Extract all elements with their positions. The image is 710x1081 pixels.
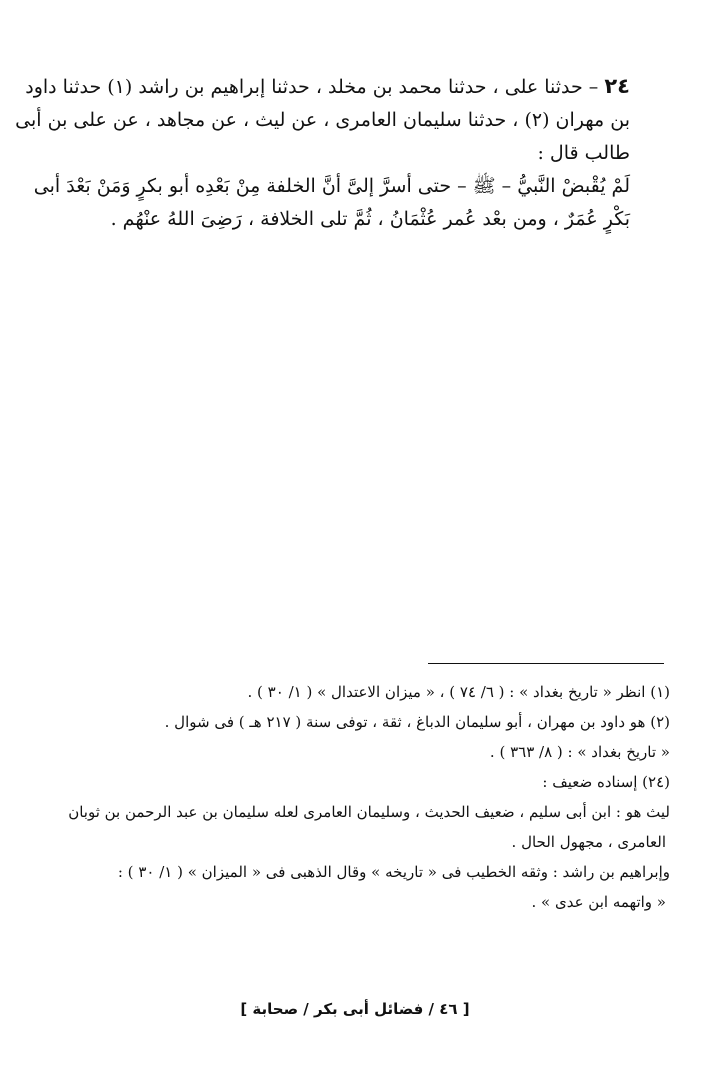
hadith-line <box>25 70 630 104</box>
footnote-ibrahim: وإبراهيم بن راشد : وثقه الخطيب فى « تاريخه » وقال الذهبى فى « الميزان » ( ١/ ٣٠ ) : <box>117 863 670 881</box>
footnote-amiri: العامرى ، مجهول الحال . <box>511 833 666 851</box>
footnote-2: (٢) هو داود بن مهران ، أبو سليمان الدباغ ، ثقة ، توفى سنة ( ٢١٧ هـ ) فى شوال . <box>164 713 670 731</box>
footnote-laith: ليث هو : ابن أبى سليم ، ضعيف الحديث ، وسليمان العامرى لعله سليمان بن عبد الرحمن بن ثوبان <box>68 803 670 821</box>
hadith-isnad-line-3: طالب قال : <box>537 142 630 164</box>
hadith-matn-line-2: بَكْرٍ عُمَرٌ ، ومن بعْد عُمر عُثْمَانُ ، ثُمَّ تلى الخلافة ، رَضِىَ اللهُ عنْهُم . <box>110 208 630 230</box>
hadith-matn-line-1: لَمْ يُقْبضْ النَّبيُّ – ﷺ – حتى أسرَّ إلىَّ أنَّ الخلفة مِنْ بَعْدِه أبو بكرٍ وَمَنْ بَعْدَ أبى <box>33 175 630 197</box>
hadith-isnad-line-2: بن مهران (٢) ، حدثنا سليمان العامرى ، عن ليث ، عن مجاهد ، عن على بن أبى <box>15 109 630 131</box>
hadith-text <box>15 70 630 236</box>
footnotes <box>70 677 670 917</box>
hadith-isnad-line-1: – حدثنا على ، حدثنا محمد بن مخلد ، حدثنا إبراهيم بن راشد (١) حدثنا داود <box>25 76 599 98</box>
hadith-number: ٢٤ <box>604 74 630 98</box>
footnote-ibn-adi: « واتهمه ابن عدى » . <box>531 893 666 911</box>
footnote-hadith-24: (٢٤) إسناده ضعيف : <box>542 773 670 791</box>
footnote-2-ref: « تاريخ بغداد » : ( ٨/ ٣٦٣ ) . <box>489 743 670 761</box>
page-footer: [ ٤٦ / فضائل أبى بكر / صحابة ] <box>240 1000 470 1018</box>
footnote-divider <box>428 663 664 664</box>
footnote-1: (١) انظر « تاريخ بغداد » : ( ٦/ ٧٤ ) ، « ميزان الاعتدال » ( ١/ ٣٠ ) . <box>247 683 670 701</box>
